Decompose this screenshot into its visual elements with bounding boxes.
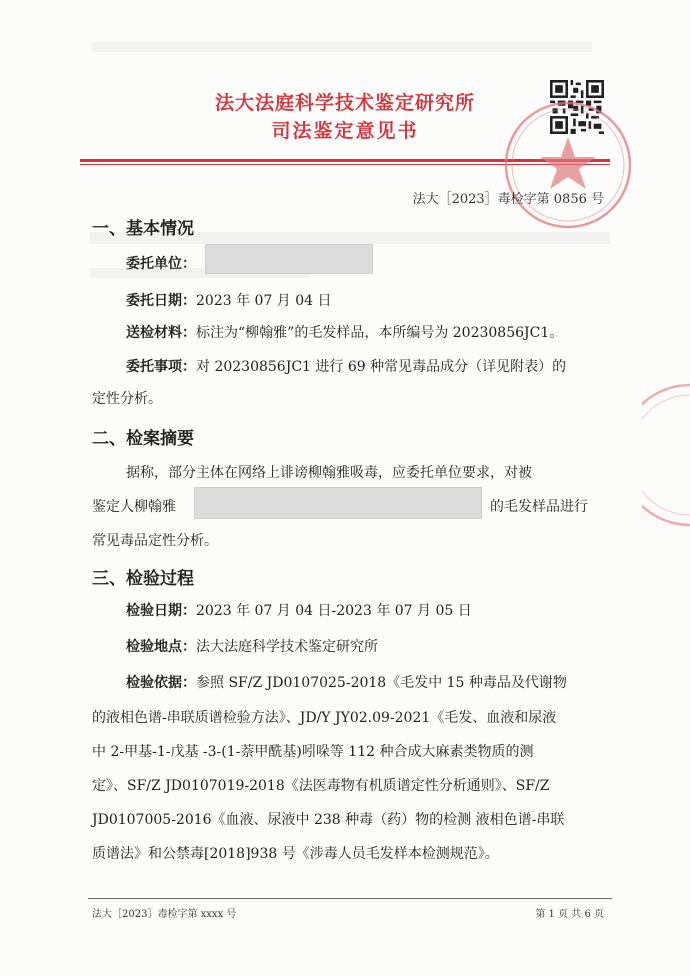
matter-label: 委托事项： bbox=[126, 359, 196, 375]
section-heading-case-summary: 二、检案摘要 bbox=[92, 429, 194, 449]
matter-value: 对 20230856JC1 进行 69 种常见毒品成分（详见附表）的 bbox=[196, 359, 567, 375]
commission-date-value: 2023 年 07 月 04 日 bbox=[196, 293, 332, 309]
matter-row bbox=[126, 356, 616, 376]
client-label: 委托单位： bbox=[126, 256, 196, 272]
redaction-box bbox=[194, 487, 482, 519]
footer-doc-number: 法大［2023］毒检字第 xxxx 号 bbox=[92, 909, 237, 920]
exam-basis-value: 参照 SF/Z JD0107025-2018《毛发中 15 种毒品及代谢物 bbox=[196, 675, 567, 691]
exam-basis-line-5: JD0107005-2016《血液、尿液中 238 种毒（药）物的检测 液相色谱-串联 bbox=[92, 812, 565, 828]
material-row bbox=[126, 322, 616, 342]
exam-basis-line-4: 定》、SF/Z JD0107019-2018《法医毒物有机质谱定性分析通则》、SF/Z bbox=[92, 778, 550, 794]
commission-date-row bbox=[126, 290, 616, 310]
edge-seal-icon bbox=[642, 380, 690, 530]
exam-place-value: 法大法庭科学技术鉴定研究所 bbox=[196, 639, 378, 655]
official-seal-icon bbox=[498, 95, 638, 235]
exam-date-row bbox=[126, 600, 616, 620]
exam-date-label: 检验日期： bbox=[126, 603, 196, 619]
summary-line-1: 据称，部分主体在网络上诽谤柳翰雅吸毒，应委托单位要求，对被 bbox=[126, 465, 532, 481]
exam-basis-line-6: 质谱法》和公禁毒[2018]938 号《涉毒人员毛发样本检测规范》。 bbox=[92, 846, 499, 862]
section-heading-procedure: 三、检验过程 bbox=[92, 569, 194, 589]
footer-rule bbox=[88, 898, 612, 899]
commission-date-label: 委托日期： bbox=[126, 293, 196, 309]
summary-line-2-suffix: 的毛发样品进行 bbox=[490, 499, 588, 515]
summary-line-2-prefix: 鉴定人柳翰雅 bbox=[92, 499, 176, 515]
exam-place-label: 检验地点： bbox=[126, 639, 196, 655]
document-number: 法大［2023］毒检字第 0856 号 bbox=[412, 192, 604, 207]
matter-continuation: 定性分析。 bbox=[92, 391, 162, 407]
summary-line-3: 常见毒品定性分析。 bbox=[92, 533, 218, 549]
exam-basis-line-2: 的液相色谱-串联质谱检验方法》、JD/Y JY02.09-2021《毛发、血液和尿液 bbox=[92, 710, 557, 726]
bleed-through-band bbox=[92, 42, 592, 52]
material-value: 标注为“柳翰雅”的毛发样品，本所编号为 20230856JC1。 bbox=[196, 325, 564, 341]
material-label: 送检材料： bbox=[126, 325, 196, 341]
exam-basis-label: 检验依据： bbox=[126, 675, 196, 691]
footer-page-number: 第 1 页 共 6 页 bbox=[535, 909, 604, 920]
exam-place-row bbox=[126, 636, 616, 656]
exam-date-value: 2023 年 07 月 04 日-2023 年 07 月 05 日 bbox=[196, 603, 472, 619]
section-heading-basic-info: 一、基本情况 bbox=[92, 219, 194, 239]
document-title: 司法鉴定意见书 bbox=[271, 120, 419, 142]
institute-title: 法大法庭科学技术鉴定研究所 bbox=[214, 92, 475, 114]
exam-basis-line-3: 中 2-甲基-1-戊基 -3-(1-萘甲酰基)吲哚等 112 种合成大麻素类物质的测 bbox=[92, 744, 534, 760]
exam-basis-row bbox=[126, 672, 616, 692]
redaction-box bbox=[205, 244, 373, 274]
